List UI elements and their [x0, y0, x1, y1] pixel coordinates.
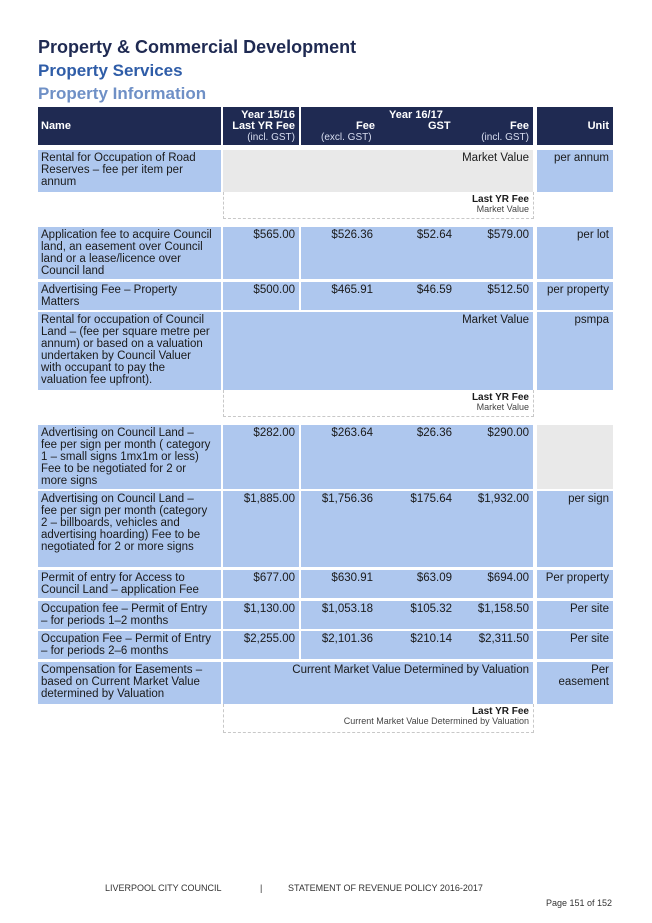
table-row-name: [38, 570, 221, 598]
table-row-name: [38, 150, 221, 192]
fee-amount: $2,101.36: [321, 633, 373, 645]
table-row-name: [38, 312, 221, 390]
last-yr-fee-note: [223, 390, 534, 417]
last-yr-fee-label: Last YR Fee: [471, 706, 529, 717]
section-title: Property Services: [38, 61, 183, 80]
total-amount: $1,932.00: [477, 493, 529, 505]
merged-value: Market Value: [462, 314, 529, 326]
unit-value: Per easement: [558, 664, 609, 688]
unit-value: per sign: [568, 493, 609, 505]
merged-value-cell: [223, 312, 533, 390]
total-amount: $1,158.50: [477, 603, 529, 615]
row-name-text: Rental for Occupation of Road Reserves – fee per item per annum: [41, 152, 196, 188]
unit-cell: [537, 425, 613, 489]
page-number: Page 151 of 152: [545, 898, 612, 908]
page-title: Property & Commercial Development: [38, 37, 357, 57]
last-yr-fee-cell: [223, 491, 299, 567]
header-excl-gst: (excl. GST): [321, 132, 372, 143]
header-fee: Fee: [356, 120, 375, 132]
row-name-text: Application fee to acquire Council land, an easement over Council land or a lease/licence over Council land: [41, 229, 212, 277]
last-yr-fee-amount: $677.00: [253, 572, 295, 584]
row-name-text: Occupation Fee – Permit of Entry – for periods 2–6 months: [41, 633, 212, 657]
fee-cell: [301, 282, 533, 310]
fee-cell: [301, 631, 533, 659]
unit-cell: [537, 282, 613, 310]
header-incl-gst-curr: (incl. GST): [481, 132, 529, 143]
unit-cell: [537, 631, 613, 659]
row-name-text: Advertising on Council Land – fee per sign per month (category 2 – billboards, vehicles and advertising hoarding) Fee to be negotiated for 2 or more signs: [41, 493, 208, 553]
last-yr-fee-value: Market Value: [476, 204, 529, 214]
last-yr-fee-amount: $1,130.00: [243, 603, 295, 615]
last-yr-fee-cell: [223, 425, 299, 489]
header-year-curr: Year 16/17: [389, 109, 443, 121]
fee-cell: [301, 601, 533, 629]
total-amount: $579.00: [487, 229, 529, 241]
gst-amount: $46.59: [416, 284, 452, 296]
last-yr-fee-amount: $1,885.00: [243, 493, 295, 505]
header-prev-year-cell: [223, 107, 299, 145]
header-last-yr-fee: Last YR Fee: [232, 120, 295, 132]
unit-value: per annum: [554, 152, 609, 164]
fee-amount: $263.64: [331, 427, 373, 439]
unit-cell: [537, 570, 613, 598]
row-name-text: Advertising Fee – Property Matters: [41, 284, 178, 308]
subsection-title: Property Information: [38, 84, 207, 103]
unit-value: Per property: [545, 572, 609, 584]
table-row-name: [38, 631, 221, 659]
unit-cell: [537, 662, 613, 704]
unit-value: per lot: [577, 229, 609, 241]
header-incl-gst-prev: (incl. GST): [247, 132, 295, 143]
header-fee-total: Fee: [510, 120, 529, 132]
header-name-cell: [38, 107, 221, 145]
gst-amount: $52.64: [416, 229, 452, 241]
merged-value-cell: [223, 150, 533, 192]
last-yr-fee-cell: [223, 282, 299, 310]
fee-cell: [301, 425, 533, 489]
total-amount: $290.00: [487, 427, 529, 439]
last-yr-fee-label: Last YR Fee: [471, 392, 529, 403]
merged-value-cell: [223, 662, 533, 704]
last-yr-fee-cell: [223, 601, 299, 629]
gst-amount: $26.36: [416, 427, 452, 439]
gst-amount: $175.64: [410, 493, 452, 505]
last-yr-fee-amount: $565.00: [253, 229, 295, 241]
unit-value: psmpa: [574, 314, 609, 326]
unit-value: Per site: [570, 603, 609, 615]
unit-cell: [537, 491, 613, 567]
table-row-name: [38, 282, 221, 310]
total-amount: $694.00: [487, 572, 529, 584]
last-yr-fee-value: Market Value: [476, 402, 529, 412]
header-curr-year-cell: [301, 107, 533, 145]
unit-cell: [537, 312, 613, 390]
table-row-name: [38, 227, 221, 279]
unit-cell: [537, 150, 613, 192]
row-name-text: Rental for occupation of Council Land – (fee per square metre per annum) or based on a valuation undertaken by Council Valuer with occupant to pay the valuation fee upfront).: [41, 314, 210, 386]
table-row-name: [38, 601, 221, 629]
table-row-name: [38, 662, 221, 704]
row-name-text: Occupation fee – Permit of Entry – for periods 1–2 months: [41, 603, 208, 627]
gst-amount: $210.14: [410, 633, 452, 645]
fee-amount: $465.91: [331, 284, 373, 296]
fee-cell: [301, 570, 533, 598]
fee-cell: [301, 227, 533, 279]
footer-separator: |: [260, 883, 263, 893]
last-yr-fee-amount: $282.00: [253, 427, 295, 439]
row-name-text: Permit of entry for Access to Council Land – application Fee: [41, 572, 199, 596]
footer-org: LIVERPOOL CITY COUNCIL: [105, 883, 222, 893]
row-name-text: Advertising on Council Land – fee per sign per month ( category 1 – small signs 1mx1m or less) Fee to be negotiated for 2 or more signs: [41, 427, 211, 487]
header-year-prev: Year 15/16: [241, 109, 295, 121]
last-yr-fee-cell: [223, 227, 299, 279]
last-yr-fee-value: Current Market Value Determined by Valuation: [343, 716, 529, 726]
table-row-name: [38, 425, 221, 489]
fee-amount: $630.91: [331, 572, 373, 584]
last-yr-fee-amount: $500.00: [253, 284, 295, 296]
gst-amount: $105.32: [410, 603, 452, 615]
table-row-name: [38, 491, 221, 567]
header-unit: Unit: [587, 120, 609, 132]
unit-cell: [537, 601, 613, 629]
unit-value: Per site: [570, 633, 609, 645]
header-name: Name: [41, 120, 71, 132]
last-yr-fee-cell: [223, 631, 299, 659]
gst-amount: $63.09: [416, 572, 452, 584]
last-yr-fee-label: Last YR Fee: [471, 194, 529, 205]
fee-amount: $1,756.36: [321, 493, 373, 505]
fee-cell: [301, 491, 533, 567]
row-name-text: Compensation for Easements – based on Current Market Value determined by Valuation: [41, 664, 203, 700]
unit-value: per property: [546, 284, 609, 296]
fee-amount: $1,053.18: [321, 603, 373, 615]
last-yr-fee-cell: [223, 570, 299, 598]
fee-amount: $526.36: [331, 229, 373, 241]
header-unit-cell: [537, 107, 613, 145]
footer-document-title: STATEMENT OF REVENUE POLICY 2016-2017: [288, 883, 483, 893]
merged-value: Market Value: [462, 152, 529, 164]
total-amount: $512.50: [487, 284, 529, 296]
unit-cell: [537, 227, 613, 279]
last-yr-fee-note: [223, 192, 534, 219]
total-amount: $2,311.50: [478, 633, 529, 645]
merged-value: Current Market Value Determined by Valuation: [292, 664, 529, 676]
last-yr-fee-note: [223, 704, 534, 733]
last-yr-fee-amount: $2,255.00: [243, 633, 295, 645]
header-gst: GST: [428, 120, 451, 132]
